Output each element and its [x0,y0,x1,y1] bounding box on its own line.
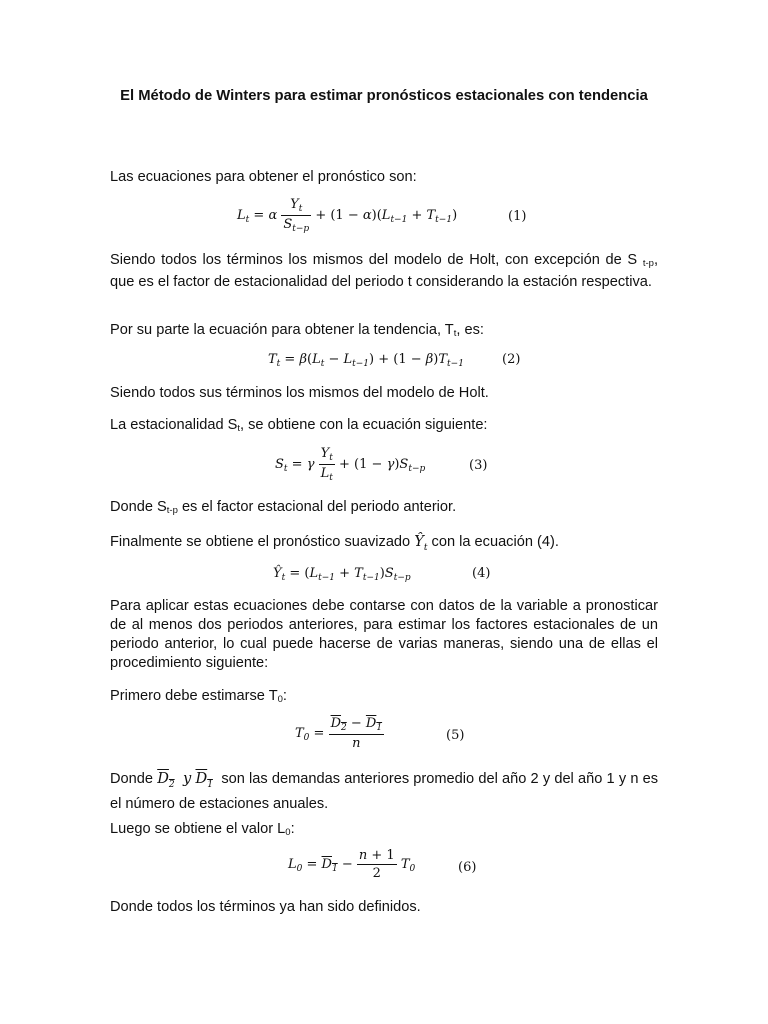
paragraph-apply-equations: Para aplicar estas ecuaciones debe contarse con datos de la variable a pronosticar de al menos dos periodos anteriores, para estimar los factores estacionales de un periodo anterior, lo cual puede hacerse de varias maneras, siendo una de ellas el procedimiento siguiente: [110,598,658,671]
equation-5: $T_0$ = $\frac{D_2 - D_1}{n}$ (5) [295,716,465,751]
equation-1-number: (1) [508,209,527,224]
equation-5-number: (5) [446,728,465,743]
paragraph-estimate-t0: Primero debe estimarse $T_0$: [110,688,287,705]
d2-bar-symbol: $D_2$ [157,770,175,790]
paragraph-holt-terms: Siendo todos los términos los mismos del modelo de Holt, con excepción de S $_{t-p}$, que es el factor de estacionalidad del periodo t considerando la estación respectiva. [110,252,658,290]
paragraph-smoothed-forecast: Finalmente se obtiene el pronóstico suavizado $Ŷ_t$ con la ecuación (4). [110,533,559,553]
d1-bar-symbol: $D_1$ [195,770,213,790]
paragraph-trend: Por su parte la ecuación para obtener la tendencia, $T_t$, es: [110,322,484,339]
equation-3: $S_t = \gamma$ $\frac{Y_t}{L_t}$ + $(1 - \gamma)S_{t-p}$ (3) [275,446,488,483]
equation-4: $Ŷ_t = (L_{t-1} + T_{t-1})S_{t-p}$ (4) [273,566,491,583]
equation-2: $T_t = \beta(L_t - L_{t-1}) + (1 - \beta)T_{t-1}$ (2) [268,352,521,369]
document-title: El Método de Winters para estimar pronósticos estacionales con tendencia [120,88,648,104]
equation-2-number: (2) [502,352,521,367]
y-hat-symbol: $Ŷ_t$ [414,533,428,553]
paragraph-seasonal-factor: Donde $S_{t-p}$ es el factor estacional del periodo anterior. [110,499,457,516]
equation-6-number: (6) [458,860,477,875]
paragraph-holt-same: Siendo todos sus términos los mismos del modelo de Holt. [110,385,489,401]
equation-1: $L_t = \alpha$ $\frac{Y_t}{S_{t-p}}$ + $(1 - \alpha)(L_{t-1} + T_{t-1})$ (1) [237,197,527,234]
equation-6: $L_0 = D_1$ − $\frac{n + 1}{2}$ $T_0$ (6) [288,848,477,881]
paragraph-defined: Donde todos los términos ya han sido definidos. [110,899,421,915]
paragraph-l0: Luego se obtiene el valor $L_0$: [110,821,295,838]
paragraph-intro: Las ecuaciones para obtener el pronóstico son: [110,169,417,185]
equation-4-number: (4) [472,566,491,581]
equation-3-number: (3) [469,458,488,473]
paragraph-demands: Donde $D_2$ y $D_1$ son las demandas anteriores promedio del año 2 y del año 1 y n es el número de estaciones anuales. [110,770,659,812]
paragraph-seasonality: La estacionalidad $S_t$, se obtiene con la ecuación siguiente: [110,417,488,434]
